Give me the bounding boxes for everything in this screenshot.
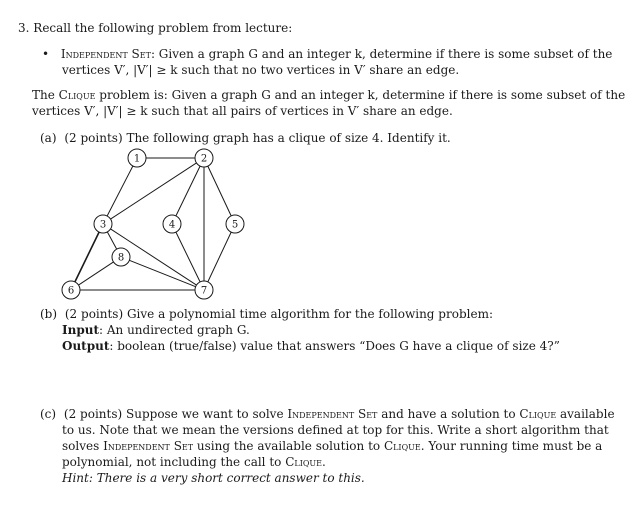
vertex-label-8: 8 xyxy=(117,252,125,264)
part-c-line-4 xyxy=(62,455,326,469)
clique-def-rest: problem is: Given a graph G and an integer k, determine if there is some subset of the xyxy=(95,88,626,102)
input-text: : An undirected graph G. xyxy=(99,323,250,337)
edge-2-3 xyxy=(111,163,197,219)
independent-set-name: Independent Set xyxy=(60,47,151,61)
output-text: : boolean (true/false) value that answers “Does G have a clique of size 4?” xyxy=(109,339,560,353)
vertex-label-6: 6 xyxy=(67,285,75,297)
part-c-line-1 xyxy=(40,407,615,421)
vertex-label-7: 7 xyxy=(200,285,208,297)
part-c-l4-clique: Clique xyxy=(285,455,322,469)
part-c-label: (c) xyxy=(40,407,57,421)
part-c-l3-clique: Clique xyxy=(383,439,421,453)
clique-def-prefix: The xyxy=(32,88,59,102)
vertex-2 xyxy=(195,149,213,167)
vertex-1 xyxy=(128,149,146,167)
part-b-output xyxy=(62,339,560,353)
edge-2-5 xyxy=(208,166,231,216)
independent-set-line-2: vertices V′, |V′| ≥ k such that no two vertices in V′ share an edge. xyxy=(62,63,460,77)
input-label: Input xyxy=(62,323,99,337)
question-intro: Recall the following problem from lecture: xyxy=(33,21,293,35)
part-c-line-3 xyxy=(62,439,602,453)
part-b-input xyxy=(62,323,250,337)
independent-set-def-1: : Given a graph G and an integer k, determine if there is some subset of the xyxy=(150,47,613,61)
vertex-label-1: 1 xyxy=(133,153,141,165)
part-c-hint: Hint: There is a very short correct answer to this. xyxy=(62,471,365,485)
clique-name: Clique xyxy=(58,88,96,102)
vertex-label-2: 2 xyxy=(200,153,208,165)
vertex-label-5: 5 xyxy=(231,219,239,231)
clique-def-line-2: vertices V′, |V′| ≥ k such that all pairs of vertices in V′ share an edge. xyxy=(32,104,453,118)
part-c-l1c: available xyxy=(556,407,615,421)
edge-5-7 xyxy=(208,232,231,282)
edge-7-8 xyxy=(129,260,195,286)
edge-3-8 xyxy=(107,232,116,249)
vertex-label-4: 4 xyxy=(168,219,176,231)
vertex-8 xyxy=(112,248,130,266)
part-a-text: (2 points) The following graph has a clique of size 4. Identify it. xyxy=(64,131,451,145)
vertex-5 xyxy=(226,215,244,233)
part-c-l4a: polynomial, not including the call to xyxy=(62,455,286,469)
bullet-icon: • xyxy=(42,47,50,61)
part-a-label: (a) xyxy=(40,131,57,145)
graph-vertices xyxy=(62,149,244,299)
vertex-7 xyxy=(195,281,213,299)
part-c-l3a: solves xyxy=(62,439,104,453)
part-b-text: (2 points) Give a polynomial time algorithm for the following problem: xyxy=(64,307,493,321)
part-b-label: (b) xyxy=(40,307,58,321)
vertex-3 xyxy=(94,215,112,233)
output-label: Output xyxy=(62,339,110,353)
part-c-l1-clique: Clique xyxy=(519,407,557,421)
vertex-4 xyxy=(163,215,181,233)
edge-1-3 xyxy=(107,166,133,216)
part-c-l1b: and have a solution to xyxy=(377,407,520,421)
part-c-l4b: . xyxy=(322,455,326,469)
part-c-l1-is: Independent Set xyxy=(287,407,378,421)
question-number: 3. xyxy=(18,21,30,35)
part-c-l3c: . Your running time must be a xyxy=(420,439,603,453)
part-c-l1a: (2 points) Suppose we want to solve xyxy=(63,407,288,421)
part-c-line-2: to us. Note that we mean the versions defined at top for this. Write a short algorithm that xyxy=(62,423,609,437)
vertex-6 xyxy=(62,281,80,299)
part-b xyxy=(40,307,493,321)
part-c-l3-is: Independent Set xyxy=(103,439,194,453)
part-c-l3b: using the available solution to xyxy=(193,439,384,453)
vertex-label-3: 3 xyxy=(99,219,107,231)
